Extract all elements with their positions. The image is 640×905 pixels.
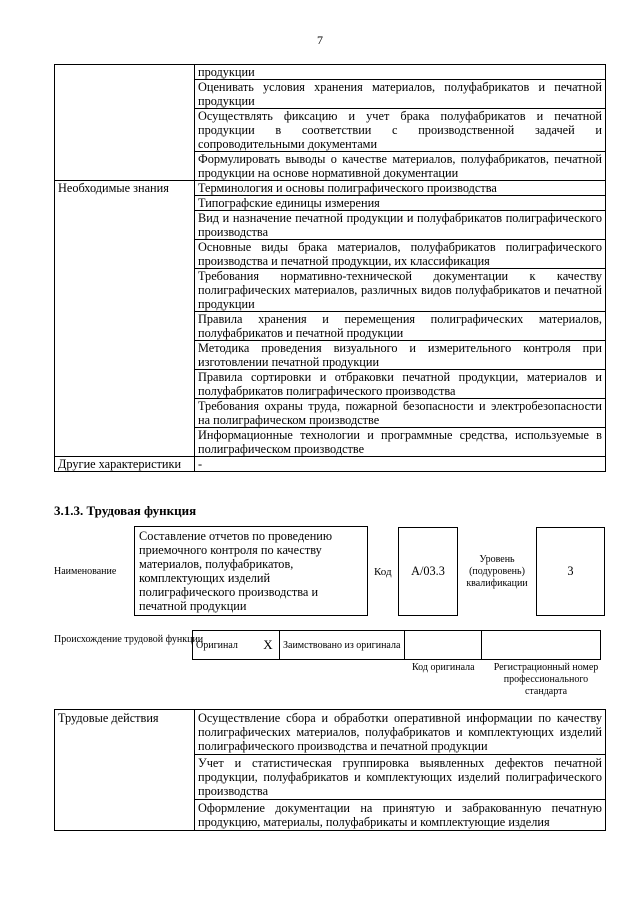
row-text-cell: Оценивать условия хранения материалов, полуфабрикатов и печатной продукции (195, 80, 606, 109)
row-text-cell: Методика проведения визуального и измерительного контроля при изготовлении печатной продукции (195, 341, 606, 370)
other-characteristics-label: Другие характеристики (55, 457, 195, 472)
table-row (55, 457, 606, 472)
row-text-cell: Требования нормативно-технической документации к качеству полиграфических материалов, различных видов полуфабрикатов и печатной продукции (195, 269, 606, 312)
row-text-cell: Оформление документации на принятую и забракованную печатную продукцию, материалы, полуфабрикаты и комплектующие изделия (195, 800, 606, 831)
function-code-box (398, 527, 458, 616)
row-text-cell: Типографские единицы измерения (195, 196, 606, 211)
code-original-cell (405, 631, 482, 660)
borrowed-label: Заимствовано из оригинала (280, 631, 405, 660)
row-label-cell (55, 65, 195, 181)
table-row (55, 181, 606, 196)
row-text-cell: Вид и назначение печатной продукции и полуфабрикатов полиграфического производства (195, 211, 606, 240)
row-text-cell: Правила хранения и перемещения полиграфических материалов, полуфабрикатов и печатной продукции (195, 312, 606, 341)
row-text-cell: Требования охраны труда, пожарной безопасности и электробезопасности на полиграфическом производстве (195, 399, 606, 428)
section-heading: 3.1.3. Трудовая функция (54, 503, 197, 518)
skills-knowledge-table (54, 64, 606, 472)
labor-actions-table (54, 709, 606, 831)
row-text-cell: Правила сортировки и отбраковки печатной продукции, материалов и полуфабрикатов полиграфического производства (195, 370, 606, 399)
function-name-box: Составление отчетов по проведению приемочного контроля по качеству материалов, полуфабрикатов, комплектующих изделий полиграфического производства и печатной продукции (134, 526, 368, 616)
table-row (55, 65, 606, 80)
level-label: Уровень (подуровень) квалификации (466, 554, 528, 589)
qualification-level-box (536, 527, 605, 616)
original-mark: X (257, 631, 280, 660)
function-code: A/03.3 (411, 564, 445, 578)
row-text-cell: - (195, 457, 606, 472)
reg-number-cell (482, 631, 601, 660)
qualification-level: 3 (567, 564, 574, 578)
code-original-label: Код оригинала (412, 662, 475, 673)
row-text-cell: Формулировать выводы о качестве материалов, полуфабрикатов, печатной продукции на основе нормативной документации (195, 152, 606, 181)
code-label: Код (374, 566, 392, 578)
original-label: Оригинал (193, 631, 258, 660)
name-label: Наименование (54, 566, 117, 577)
row-text-cell: Основные виды брака материалов, полуфабрикатов полиграфического производства и печатной продукции, их классификация (195, 240, 606, 269)
required-knowledge-label: Необходимые знания (55, 181, 195, 457)
row-text-cell: Учет и статистическая группировка выявленных дефектов печатной продукции, полуфабрикатов и комплектующих изделий полиграфического производства (195, 755, 606, 800)
page-number: 7 (317, 33, 323, 47)
row-text-cell: Информационные технологии и программные средства, используемые в полиграфическом производстве (195, 428, 606, 457)
row-text-cell: Терминология и основы полиграфического производства (195, 181, 606, 196)
row-text-cell: Осуществление сбора и обработки оперативной информации по качеству полиграфических материалов, полуфабрикатов и комплектующих изделий полиграфического производства и печатной продукции (195, 710, 606, 755)
table-row (55, 710, 606, 755)
row-text-cell: Осуществлять фиксацию и учет брака полуфабрикатов и печатной продукции в соответствии с производственной задачей и сопроводительными документами (195, 109, 606, 152)
row-text-cell: продукции (195, 65, 606, 80)
reg-number-label: Регистрационный номер профессионального стандарта (493, 662, 599, 697)
origin-table (192, 630, 601, 660)
labor-actions-label: Трудовые действия (55, 710, 195, 831)
origin-label: Происхождение трудовой функции (54, 634, 204, 645)
